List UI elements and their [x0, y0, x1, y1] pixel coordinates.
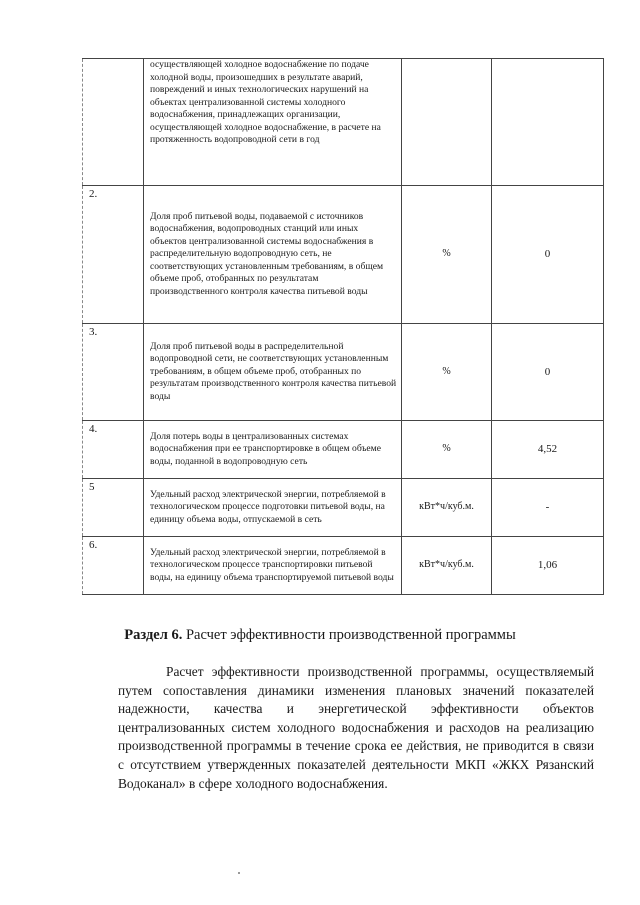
row-unit	[402, 59, 492, 186]
row-value: 0	[492, 186, 604, 324]
row-description: Доля проб питьевой воды в распределительной водопроводной сети, не соответствующих установленным требованиям, в общем объеме проб, отобранных по результатам производственного контроля качества питьевой воды	[144, 324, 402, 421]
section-heading	[0, 627, 640, 644]
row-number: 2.	[83, 186, 144, 324]
scan-speck	[238, 872, 240, 874]
row-description: Удельный расход электрической энергии, потребляемой в технологическом процессе транспортировки питьевой воды, на единицу объема транспортируемой питьевой воды	[144, 537, 402, 595]
row-unit: кВт*ч/куб.м.	[402, 479, 492, 537]
section-label: Раздел 6.	[124, 627, 183, 643]
row-description: Удельный расход электрической энергии, потребляемой в технологическом процессе подготовки питьевой воды, на единицу объема воды, отпускаемой в сеть	[144, 479, 402, 537]
section-title-text: Расчет эффективности производственной программы	[185, 627, 516, 643]
row-number	[83, 59, 144, 186]
row-value: 1,06	[492, 537, 604, 595]
row-description: Доля потерь воды в централизованных системах водоснабжения при ее транспортировке в общем объеме воды, поданной в водопроводную сеть	[144, 421, 402, 479]
row-unit: %	[402, 186, 492, 324]
table-row	[83, 537, 604, 595]
table-row	[83, 324, 604, 421]
row-value: 4,52	[492, 421, 604, 479]
row-value: -	[492, 479, 604, 537]
row-number: 4.	[83, 421, 144, 479]
row-value	[492, 59, 604, 186]
body-paragraph: Расчет эффективности производственной программы, осуществляемый путем сопоставления динамики изменения плановых значений показателей надежности, качества и энергетической эффективности объектов централизованных систем холодного водоснабжения и расходов на реализацию производственной программы в течение срока ее действия, не приводится в связи с отсутствием утвержденных показателей деятельности МКП «ЖКХ Рязанский Водоканал» в сфере холодного водоснабжения.	[118, 664, 594, 791]
indicators-table	[82, 58, 604, 595]
row-unit: %	[402, 421, 492, 479]
row-unit: кВт*ч/куб.м.	[402, 537, 492, 595]
table-row	[83, 421, 604, 479]
table-row	[83, 59, 604, 186]
row-number: 6.	[83, 537, 144, 595]
indicators-table-wrapper	[82, 58, 604, 595]
row-value: 0	[492, 324, 604, 421]
table-row	[83, 479, 604, 537]
row-number: 3.	[83, 324, 144, 421]
row-number: 5	[83, 479, 144, 537]
row-description: Доля проб питьевой воды, подаваемой с источников водоснабжения, водопроводных станций или иных объектов централизованной системы водоснабжения в распределительную водопроводную сеть, не соответствующих установленным требованиям, в общем объеме проб, отобранных по результатам производственного контроля качества питьевой воды	[144, 186, 402, 324]
row-description: осуществляющей холодное водоснабжение по подаче холодной воды, произошедших в результате аварий, повреждений и иных технологических нарушений на объектах централизованной системы холодного водоснабжения, принадлежащих организации, осуществляющей холодное водоснабжение, в расчете на протяженность водопроводной сети в год	[144, 59, 402, 186]
table-row	[83, 186, 604, 324]
row-unit: %	[402, 324, 492, 421]
